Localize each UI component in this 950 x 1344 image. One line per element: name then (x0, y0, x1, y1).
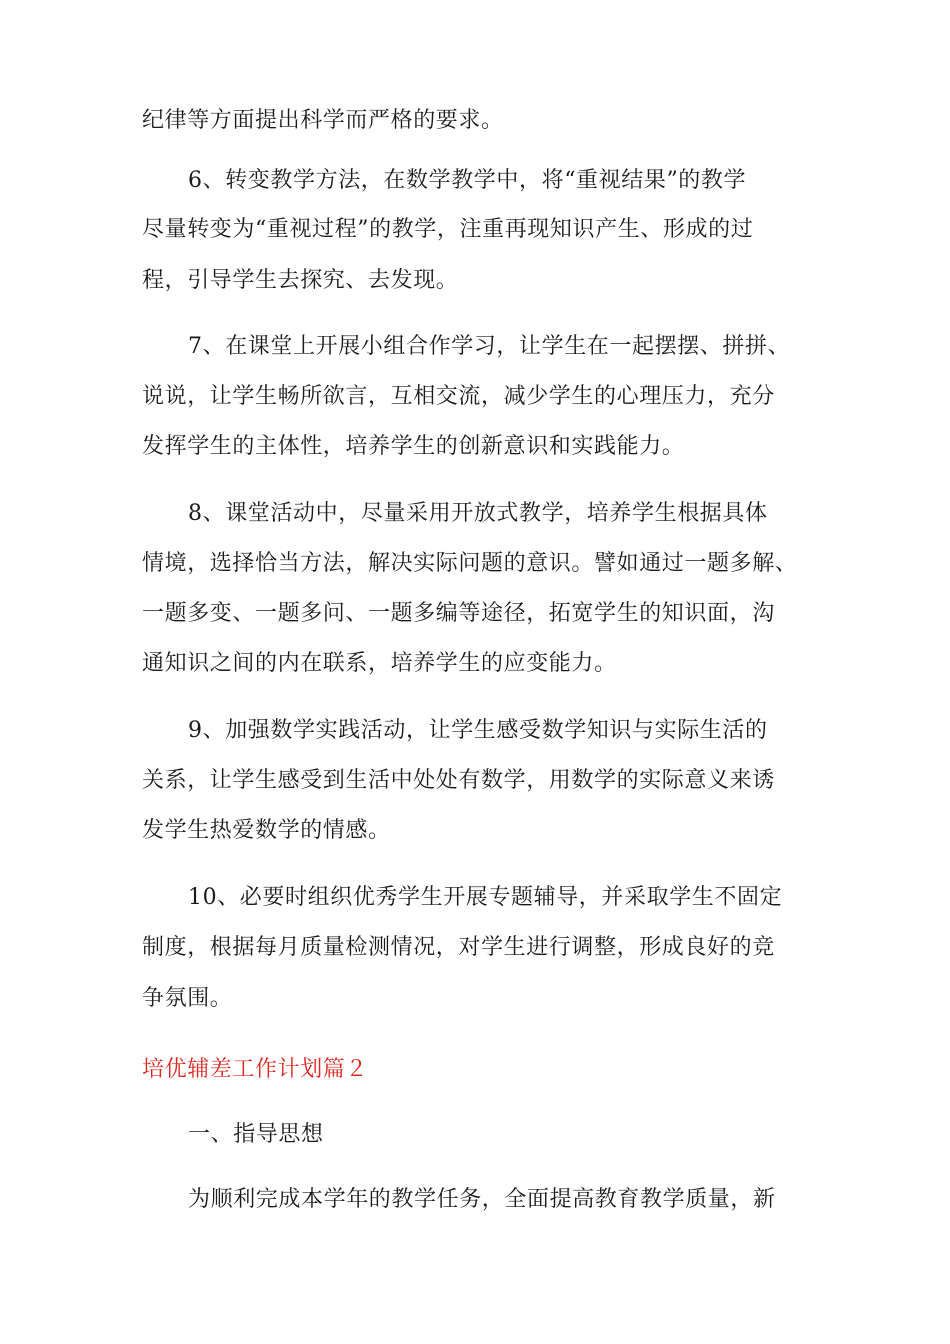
paragraph-8-line-1: 8、课堂活动中，尽量采用开放式教学，培养学生根据具体 (188, 501, 768, 526)
paragraph-7-line-2: 说说，让学生畅所欲言，互相交流，减少学生的心理压力，充分 (142, 384, 775, 409)
subheading-guiding-ideology: 一、指导思想 (188, 1122, 324, 1147)
paragraph-6-line-3: 程，引导学生去探究、去发现。 (142, 268, 459, 293)
paragraph-6-line-2: 尽量转变为“重视过程”的教学，注重再现知识产生、形成的过 (142, 217, 754, 242)
paragraph-5-tail-line-1: 纪律等方面提出科学而严格的要求。 (142, 108, 504, 133)
paragraph-8-line-3: 一题多变、一题多问、一题多编等途径，拓宽学生的知识面，沟 (142, 601, 775, 626)
paragraph-10-line-2: 制度，根据每月质量检测情况，对学生进行调整，形成良好的竞 (142, 935, 775, 960)
paragraph-9-line-1: 9、加强数学实践活动，让学生感受数学知识与实际生活的 (188, 718, 768, 743)
paragraph-7-line-3: 发挥学生的主体性，培养学生的创新意识和实践能力。 (142, 434, 685, 459)
paragraph-9-line-2: 关系，让学生感受到生活中处处有数学，用数学的实际意义来诱 (142, 768, 775, 793)
section-title: 培优辅差工作计划篇２ (142, 1057, 369, 1082)
intro-paragraph-line-1: 为顺利完成本学年的教学任务，全面提高教育教学质量，新 (188, 1187, 776, 1212)
paragraph-10-line-3: 争氛围。 (142, 986, 233, 1011)
paragraph-8-line-2: 情境，选择恰当方法，解决实际问题的意识。譬如通过一题多解、 (142, 551, 798, 576)
paragraph-8-line-4: 通知识之间的内在联系，培养学生的应变能力。 (142, 651, 617, 676)
paragraph-6-line-1: 6、转变教学方法，在数学教学中，将“重视结果”的教学 (188, 168, 747, 193)
paragraph-9-line-3: 发学生热爱数学的情感。 (142, 818, 391, 843)
paragraph-10-line-1: 10、必要时组织优秀学生开展专题辅导，并采取学生不固定 (188, 885, 783, 910)
paragraph-7-line-1: 7、在课堂上开展小组合作学习，让学生在一起摆摆、拼拼、 (188, 334, 791, 359)
